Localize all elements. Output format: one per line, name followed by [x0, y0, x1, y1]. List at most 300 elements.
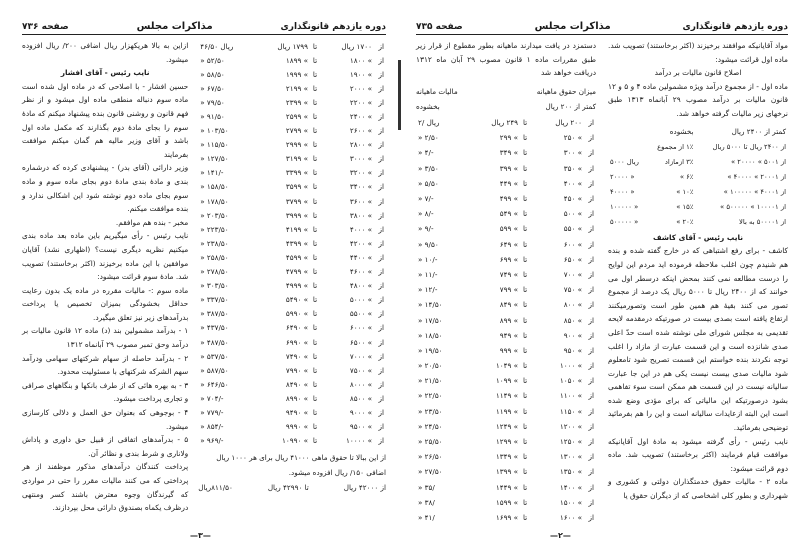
table-row: [198, 208, 386, 222]
range-to: » ۲۱۹۹: [285, 83, 309, 93]
range-to-label: تا: [522, 482, 528, 492]
range-to: » ۳۹۹۹: [285, 210, 309, 220]
range-to: » ۱۶۹۹: [495, 512, 519, 522]
bracket-range: از ۱۰۰۰۰۱ » ۵۰۰۰۰۰ »: [720, 203, 786, 212]
row-prefix: از: [588, 330, 594, 340]
row-prefix: از: [588, 148, 594, 158]
table-row: [198, 307, 386, 321]
row-prefix: از: [378, 351, 384, 361]
table-row: [198, 67, 386, 81]
running-session: دوره یازدهم قانونگذاری: [280, 22, 386, 32]
row-prefix: از: [378, 83, 384, 93]
range-from: » ۴۶۰۰: [349, 267, 372, 277]
left-table-column: [198, 39, 386, 515]
salary-tax-table-left: [198, 39, 386, 448]
range-to: » ۷۴۹: [499, 269, 519, 279]
row-prefix: از: [588, 376, 594, 386]
tax-amount: » ۸۵۴/-: [200, 422, 224, 432]
range-to-label: تا: [312, 196, 318, 206]
tax-amount: » ۹۱/۵۰: [200, 112, 225, 122]
range-to-label: تا: [312, 267, 318, 277]
range-to-label: تا: [312, 210, 318, 220]
row-prefix: از: [378, 379, 384, 389]
range-to: » ۹۹۹: [499, 345, 519, 355]
tax-amount: » ۱۲۷/۵۰: [200, 154, 229, 164]
table-row: [416, 404, 596, 419]
tax-amount: » ۹/-: [418, 224, 434, 234]
range-from: » ۹۵۰۰: [349, 422, 372, 432]
running-title: مذاکرات مجلس: [136, 21, 213, 32]
range-from: » ۱۰۵۰: [559, 376, 582, 386]
row-prefix: از: [588, 497, 594, 507]
range-to: » ۴۱۹۹: [285, 224, 309, 234]
paragraph: ۳ - به بهره هائی که از طرف بانکها و بنگاههای صرافی و تجاری پرداخت میشود.: [22, 380, 189, 404]
range-from: » ۱۱۵۰: [559, 406, 582, 416]
range-from: » ۳۶۰۰: [349, 196, 372, 206]
table-row: [198, 391, 386, 405]
range-to-label: تا: [312, 168, 318, 178]
range-from: » ۵۵۰۰: [349, 309, 372, 319]
range-to: ۱۷۹۹ ریال: [277, 41, 309, 51]
paragraph: حسین افشار - با اصلاحی که در ماده اول شده است ماده سوم دنباله منطقی ماده اول میشود و از نظر فهم قانون و روشنی قانون بنده پیشنهاد میکنم که مادهٔ سوم را بجای مادهٔ دوم بگذارند که مکمل ماده اول باشد و آقای وزیر مالیه هم گمان میکنم موافقت بفرمایند: [22, 81, 189, 159]
running-title: مذاکرات مجلس: [534, 21, 611, 32]
range-from: » ۲۸۰۰: [349, 140, 372, 150]
tax-amount: » ۷۹/۵۰: [200, 97, 225, 107]
table-row: [416, 495, 596, 510]
tax-amount: » ۵۳۷/۵۰: [200, 351, 229, 361]
tax-amount: » ۳/۵۰: [418, 163, 439, 173]
range-to-label: تا: [312, 238, 318, 248]
tax-amount: » ۵/۵۰: [418, 178, 439, 188]
bracket-base: [608, 123, 647, 141]
bracket-rate: ۱۰٪ »: [676, 188, 694, 197]
running-session: دوره یازدهم قانونگذاری: [682, 22, 788, 32]
range-from: » ۱۴۰۰: [559, 482, 582, 492]
range-from: » ۳۲۰۰: [349, 168, 372, 178]
range-to: » ۳۵۹۹: [285, 182, 309, 192]
range-to-label: تا: [522, 133, 528, 143]
range-to-label: تا: [312, 69, 318, 79]
tax-amount: » ۱۲/-: [418, 285, 438, 295]
table-row: [416, 145, 596, 160]
range-to: » ۴۹۹۹: [285, 281, 309, 291]
tax-amount: » ۳۵/: [418, 482, 435, 492]
row-prefix: از: [588, 163, 594, 173]
bracket-row: [608, 216, 788, 231]
row-prefix: از: [378, 55, 384, 65]
tax-amount: » ۳۳۷/۵۰: [200, 295, 229, 305]
range-to: » ۸۴۹: [499, 300, 519, 310]
right-text-column: [608, 39, 788, 525]
range-to: » ۶۴۹: [499, 239, 519, 249]
table-row: [416, 434, 596, 449]
range-to-label: تا: [312, 337, 318, 347]
range-to-label: تا: [522, 391, 528, 401]
tax-amount: » ۴۸۷/۵۰: [200, 337, 229, 347]
table-row: [198, 166, 386, 180]
range-to: » ۲۳۹۹: [285, 97, 309, 107]
left-page-columns: [22, 39, 386, 515]
range-from: » ۳۰۰: [563, 148, 582, 158]
range-to: » ۳۱۹۹: [285, 154, 309, 164]
row-prefix: از: [588, 315, 594, 325]
table-row: [416, 267, 596, 282]
row-prefix: از: [588, 437, 594, 446]
tax-amount: » ۱۹/۵۰: [418, 345, 443, 355]
range-from: » ۷۵۰: [563, 285, 582, 295]
table-row: [198, 124, 386, 138]
range-to-label: تا: [522, 194, 528, 203]
row-prefix: از: [378, 126, 384, 136]
tax-amount: » ۲۱/۵۰: [418, 376, 443, 386]
paragraph: نایب رئیس - آقای افشار: [60, 68, 150, 78]
tax-amount: » ۱۷۸/۵۰: [200, 196, 229, 206]
range-to: » ۹۹۹۰: [285, 422, 309, 432]
tax-amount: » ۲۷۸/۵۰: [200, 267, 229, 277]
range-to: » ۱۸۹۹: [285, 55, 309, 65]
tax-amount: » ۲۳/۵۰: [418, 406, 443, 416]
range-from: » ۴۸۰۰: [349, 281, 372, 291]
range-to: » ۱۹۹۹: [285, 69, 309, 79]
page-label: صفحه ۷۳۵: [416, 22, 463, 32]
row-prefix: از: [378, 436, 384, 446]
row-prefix: از: [378, 281, 384, 291]
table-row: [198, 152, 386, 166]
table-row: [416, 221, 596, 236]
range-to: » ۷۹۹: [499, 285, 519, 295]
range-from: » ۱۱۰۰: [559, 391, 582, 401]
tax-amount: » ۹۶۹/-: [200, 436, 224, 446]
tax-amount: » ۱۵۸/۵۰: [200, 182, 229, 192]
row-prefix: از: [378, 41, 384, 51]
range-from: » ۸۰۰: [563, 300, 582, 310]
range-to: » ۲۹۹۹: [285, 140, 309, 150]
range-from: » ۴۵۰: [563, 194, 582, 203]
row-prefix: از: [378, 182, 384, 192]
range-to-label: تا: [522, 376, 528, 386]
tax-amount: » ۴۳۷/۵۰: [200, 323, 229, 333]
row-prefix: از: [588, 300, 594, 310]
tax-amount: » ۵۲/۵۰: [200, 55, 225, 65]
table-row: [416, 297, 596, 312]
range-to: » ۶۹۹۰: [285, 337, 309, 347]
range-from: » ۹۰۰۰: [349, 407, 372, 417]
tax-amount: » ۱۴/۵۰: [418, 300, 443, 310]
range-to-label: تا: [522, 285, 528, 295]
paragraph: وزیر دارائی (آقای بدر) - پیشنهادی کرده که درشماره بندی و مادهٔ بندی مادهٔ دوم بجای ماده سوم و ماده سوم بجای ماده دوم نوشته شود این اشکالی ندارد و بنده موافقت میکنم.: [22, 163, 189, 214]
row-prefix: از: [378, 154, 384, 164]
bracket-range: از ۲۴۰۰ ریال تا ۵۰۰۰ ریال: [712, 143, 786, 152]
range-to: » ۷۴۹۰: [285, 351, 309, 361]
table-row: [416, 312, 596, 327]
row-prefix: از: [378, 365, 384, 375]
row-prefix: از: [378, 267, 384, 277]
paragraph: نایب رئیس - آقای کاشف: [652, 232, 744, 242]
tax-amount: » ۲۷/۵۰: [418, 467, 443, 477]
range-to: » ۱۳۹۹: [495, 467, 519, 477]
table-row: [416, 510, 596, 525]
bracket-rate: ۲۰٪ »: [676, 218, 694, 227]
tax-amount: » ۱۱/-: [418, 269, 438, 279]
monthly-table-header: میزان حقوق ماهیانه مالیات ماهیانه: [416, 86, 596, 96]
row-prefix: از: [588, 421, 594, 431]
tax-amount: » ۱۸/۵۰: [418, 330, 443, 340]
row-prefix: از: [588, 224, 594, 234]
range-from: » ۳۸۰۰: [349, 210, 372, 220]
table-row: [416, 464, 596, 479]
last-bracket-row: از ۴۲۰۰۰ ریال تا ۴۲۹۹۰ ریال ۸۱۱/۵۰ریال: [198, 482, 386, 492]
row-prefix: از: [378, 393, 384, 403]
range-to: » ۴۹۹: [499, 194, 519, 203]
table-row: [198, 250, 386, 264]
range-to: » ۳۷۹۹: [285, 196, 309, 206]
row-prefix: از: [378, 140, 384, 150]
table-row: [198, 194, 386, 208]
range-to-label: تا: [522, 467, 528, 477]
range-to-label: تا: [312, 112, 318, 122]
tax-amount: » ۲۰/۵۰: [418, 361, 443, 371]
range-to-label: تا: [312, 97, 318, 107]
bracket-range: کمتر از ۲۴۰۰ ریال: [731, 126, 786, 136]
range-to: » ۵۴۹: [499, 209, 519, 219]
table-row: [416, 358, 596, 373]
bracket-rate: ۱۵٪ »: [676, 203, 694, 212]
range-to-label: تا: [312, 379, 318, 389]
range-to: » ۳۳۹۹: [285, 168, 309, 178]
range-to-label: تا: [522, 406, 528, 416]
tax-amount: » ۱۴۱/-: [200, 168, 224, 178]
tax-amount: » ۲/۵۰: [418, 133, 439, 143]
table-row: [198, 222, 386, 236]
range-to-label: تا: [522, 224, 528, 234]
bracket-exempt-row: [608, 123, 788, 141]
range-to: » ۵۹۹: [499, 224, 519, 234]
range-from: » ۱۸۰۰: [349, 55, 372, 65]
table-row: [416, 191, 596, 206]
tax-amount: » ۱۰/-: [418, 254, 438, 264]
range-from: » ۴۰۰: [563, 178, 582, 188]
range-to-label: تا: [312, 126, 318, 136]
bracket-row: [608, 141, 788, 156]
range-to: » ۱۵۹۹: [495, 497, 519, 507]
table-row: [198, 265, 386, 279]
range-from: » ۶۵۰: [563, 254, 582, 264]
bracket-row: [608, 156, 788, 171]
tax-amount: » ۱۱۵/۵۰: [200, 140, 229, 150]
table-row: [198, 180, 386, 194]
row-prefix: از: [378, 295, 384, 305]
monthly-salary-tax-table: [416, 115, 596, 525]
range-to: » ۴۳۹۹: [285, 238, 309, 248]
row-prefix: از: [378, 168, 384, 178]
range-to-label: تا: [312, 295, 318, 305]
range-to-label: تا: [522, 148, 528, 158]
after-table-note: از این ببالا تا حقوق ماهی ۴۱۰۰۰ ریال برای هر ۱۰۰۰ ریال اضافی ۱۵۰/ ریال افزوده میشود.: [216, 452, 386, 477]
table-row: [198, 81, 386, 95]
range-to-label: تا: [312, 309, 318, 319]
table-row: [416, 206, 596, 221]
tax-amount: » ۲۰۳/۵۰: [200, 210, 229, 220]
range-to-label: تا: [312, 436, 318, 446]
range-from: » ۶۵۰۰: [349, 337, 372, 347]
paragraph: پرداخت کنندگان درآمدهای مذکور موظفند از هر پرداختی که می کنند مالیات مقرر را حتی در مواردی که گیرندگان وجوه معترض باشند کسر ومنتهی درظرف یکماه بصندوق دارائی محل بپردازند.: [22, 462, 189, 513]
tax-amount: ۴۶/۵۰ ریال: [200, 41, 234, 51]
range-from: » ۶۰۰: [563, 239, 582, 249]
row-prefix: از: [378, 252, 384, 262]
range-to-label: تا: [522, 254, 528, 264]
row-prefix: از: [378, 422, 384, 432]
page-label: صفحه ۷۳۶: [22, 22, 69, 32]
range-to: » ۲۹۹: [499, 133, 519, 143]
row-prefix: از: [588, 452, 594, 462]
range-to-label: تا: [312, 422, 318, 432]
right-page-columns: [416, 39, 788, 525]
table-row: [416, 419, 596, 434]
range-from: » ۳۴۰۰: [349, 182, 372, 192]
table-row: [416, 161, 596, 176]
paragraph: کاشف - برای رفع اشتباهی که در خارج گفته شده و بنده هم شنیدم چون اغلب ملاحظه فرموده اید مردم این لوایح را درست مطالعه نمی کنند بمحض اینکه درسطر اول می خوانند که از ۲۴۰۰ ریال تا ۵۰۰۰ ریال یک درصد از مجموع تصور می کنند بقیهٔ هم همین طور است وتصورمیکنند ارتفاع یافته است بصدی بیست در صورتیکه درمقدمه لایحه تقدیمی به مجلس شورای ملی نوشته شده است حدّ اعلی صدی شانزده است و این قسمت عبارت از مازاد را اغلب توجه نکردند بنده خواستم این قسمت تصریح شود تامعلوم شود مالیات صدی بیست نیست یکی هم در این جا عبارت سالیانه نیست در این قسمت هم ممکن است سوء تفاهمی بشود درصورتیکه این مالیاتی که برای مؤدی وضع شده است این البته ازعایدات سالیانه است و این را هم بفرمائید توضیحی بفرمائید.: [608, 246, 788, 433]
range-to-label: تا: [522, 452, 528, 462]
tax-amount: » ۱۷/۵۰: [418, 315, 443, 325]
range-to-label: تا: [522, 437, 528, 446]
range-to-label: تا: [312, 351, 318, 361]
row-prefix: از: [588, 254, 594, 264]
left-text-column: [22, 39, 188, 515]
tax-amount: ۲/ ریال: [418, 118, 440, 128]
row-prefix: از: [588, 391, 594, 401]
range-to: ۲۴۹ ریال: [491, 118, 519, 128]
bracket-row: [608, 171, 788, 186]
range-to: » ۴۵۹۹: [285, 252, 309, 262]
bracket-range: از ۵۰۰۱ » ۲۰۰۰۰ »: [730, 158, 786, 167]
page-number: —۳—: [190, 531, 211, 540]
range-to: » ۵۴۹۰: [285, 295, 309, 305]
range-to: » ۱۱۴۹: [495, 391, 519, 401]
paragraph: نایب رئیس - رأی میگیریم باین ماده بعد ماده بندی میکنیم نظریه دیگری نیست؟ (اظهاری نشد) آقایان موافقین با این ماده برخیزند (اکثر برخاستند) تصویب شد. مادهٔ سوم قرائت میشود:: [22, 231, 189, 282]
tax-amount: » ۵۸/۵۰: [200, 69, 225, 79]
row-prefix: از: [588, 239, 594, 249]
range-from: » ۲۲۰۰: [349, 97, 372, 107]
range-to-label: تا: [522, 178, 528, 188]
range-from: » ۵۰۰۰: [349, 295, 372, 305]
row-prefix: از: [378, 196, 384, 206]
bracket-base: ۵۰۰۰۰۰ »: [610, 218, 639, 227]
range-to-label: تا: [312, 407, 318, 417]
range-to-label: تا: [312, 393, 318, 403]
paragraph: ماده ۲ - مالیات حقوق خدمتگذاران دولتی و کشوری و شهرداری و بطور کلی اشخاصی که از دیگران حقوق یا: [608, 477, 788, 501]
range-to: » ۱۰۹۹: [495, 376, 519, 386]
paragraph: ۵ - بدرآمدهای اتفاقی از قبیل حق داوری و پاداش ولاناری و شرط بندی و نظائر آن.: [22, 435, 189, 458]
range-from: » ۴۴۰۰: [349, 252, 372, 262]
paragraph: مواد آقایانیکه موافقند برخیزند (اکثر برخاستند) تصویب شد. ماده اول قرائت میشود:: [608, 41, 788, 64]
range-to-label: تا: [522, 361, 528, 371]
paragraph: نایب رئیس - رأی گرفته میشود به مادهٔ اول آقایانیکه موافقت قیام فرمایند (اکثر برخاستند) تصویب شد. ماده دوم قرائت میشود:: [608, 436, 788, 473]
range-to: » ۲۵۹۹: [285, 112, 309, 122]
row-prefix: از: [588, 406, 594, 416]
range-from: » ۶۰۰۰: [349, 323, 372, 333]
table-row: [198, 236, 386, 250]
range-to: » ۱۲۴۹: [495, 421, 519, 431]
range-from: » ۱۶۰۰: [559, 512, 582, 522]
tax-amount: » ۲۵۸/۵۰: [200, 252, 229, 262]
page-number: —۲—: [550, 531, 571, 540]
range-to: » ۹۴۹۰: [285, 407, 309, 417]
range-to-label: تا: [312, 182, 318, 192]
range-to-label: تا: [522, 163, 528, 173]
range-from: » ۱۵۰۰: [559, 497, 582, 507]
table-row: [416, 236, 596, 251]
tax-amount: » ۲۲/۵۰: [418, 391, 443, 401]
range-to: » ۳۴۹: [499, 148, 519, 158]
range-from: » ۱۳۵۰: [559, 467, 582, 477]
paragraph: ۱ - بدرآمد مشمولین بند (د) ماده ۱۲ قانون مالیات بر درآمد وحق تمبر مصوب ۲۹ آبانماه ۱۳۱۲: [22, 326, 189, 350]
table-row: [416, 176, 596, 191]
range-to: » ۵۹۹۰: [285, 309, 309, 319]
range-to: » ۸۹۹: [499, 315, 519, 325]
range-from: » ۱۰۰۰: [559, 361, 582, 371]
range-from: » ۱۲۵۰: [559, 437, 582, 446]
range-from: » ۱۳۰۰: [559, 452, 582, 462]
tax-amount: » ۶۷/۵۰: [200, 83, 225, 93]
tax-amount: » ۷/-: [418, 194, 434, 203]
table-row: [416, 328, 596, 343]
tax-amount: » ۶۴۶/۵۰: [200, 379, 229, 389]
tax-amount: » ۲۶/۵۰: [418, 452, 443, 462]
range-to-label: تا: [312, 252, 318, 262]
range-to: » ۸۴۹۰: [285, 379, 309, 389]
range-from: ۲۰۰ ریال: [555, 118, 582, 128]
row-prefix: از: [588, 482, 594, 492]
range-from: » ۸۰۰۰: [349, 379, 372, 389]
tax-amount: » ۳۸۷/۵۰: [200, 309, 229, 319]
range-from: » ۹۵۰: [563, 345, 582, 355]
tax-amount: » ۷۰۴/-: [200, 393, 224, 403]
range-from: » ۷۰۰: [563, 269, 582, 279]
table-row: [198, 279, 386, 293]
range-to-label: تا: [522, 497, 528, 507]
row-prefix: از: [588, 345, 594, 355]
range-from: » ۱۰۰۰۰: [346, 436, 372, 446]
range-to: » ۷۹۹۰: [285, 365, 309, 375]
range-from: » ۲۵۰: [563, 133, 582, 143]
right-table-column: [416, 39, 596, 525]
range-from: » ۷۵۰۰: [349, 365, 372, 375]
bracket-rate: ۳٪ ازمازاد: [664, 158, 694, 167]
range-to: » ۱۰۴۹: [495, 361, 519, 371]
bracket-range: از ۵۰۰۰۰۱ به بالا: [739, 218, 786, 227]
bracket-row: [608, 186, 788, 201]
paragraph: ۲ - بدرآمد حاصله از سهام شرکتهای سهامی ودرآمد سهم الشرکه شرکتهای با مسئولیت محدود.: [22, 353, 189, 377]
bracket-base: ۲۰۰۰۰ »: [610, 173, 635, 182]
range-to: » ۲۷۹۹: [285, 126, 309, 136]
bracket-rate: بخشوده: [669, 126, 694, 136]
range-to-label: تا: [522, 209, 528, 219]
table-row: [198, 420, 386, 434]
row-prefix: از: [378, 323, 384, 333]
row-prefix: از: [588, 178, 594, 188]
bracket-range: از ۴۰۰۰۱ » ۱۰۰۰۰۰ »: [723, 188, 786, 197]
range-from: » ۳۰۰۰: [349, 154, 372, 164]
table-row: [198, 138, 386, 152]
right-page: [400, 0, 800, 554]
range-to-label: تا: [522, 421, 528, 431]
bracket-base: [608, 141, 647, 156]
tax-amount: » ۳۰۳/۵۰: [200, 281, 229, 291]
income-bracket-table: [608, 123, 788, 231]
range-from: » ۲۶۰۰: [349, 126, 372, 136]
paragraph: ماده سوم :- مالیات مقرره در ماده یک بدون رعایت حداقل بخشودگی بمیزان تخصیص یا پرداخت بدرآمدهای زیر نیز تعلق میگیرد.: [22, 285, 189, 322]
table-row: [416, 130, 596, 145]
